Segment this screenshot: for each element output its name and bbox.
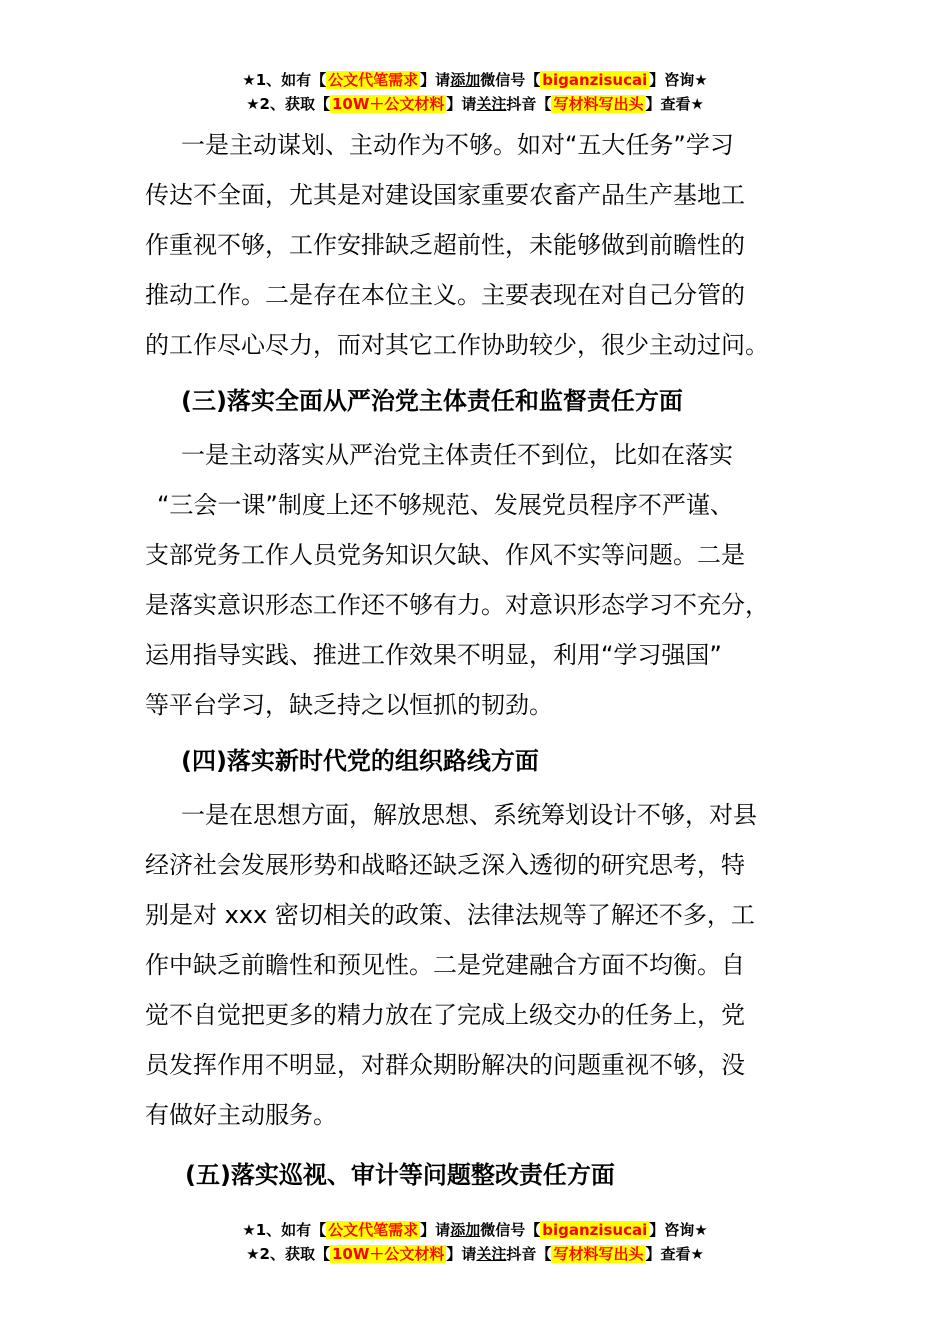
banner-line-2: ★2、获取【 10W＋公文材料 】请关注抖音【 写材料写出头 】查看★ [246, 1245, 704, 1263]
banner-line-2: ★2、获取【 10W＋公文材料 】请关注抖音【 写材料写出头 】查看★ [246, 95, 704, 113]
highlight-douyin: 写材料写出头 [553, 1245, 644, 1263]
highlight-wechat-id: biganzisucai [542, 1221, 648, 1239]
banner-line-1: ★1、如有【 公文代笔需求 】请添加微信号【 biganzisucai 】咨询★ [242, 71, 708, 89]
highlight-service: 公文代笔需求 [328, 71, 419, 89]
header-banner [0, 68, 950, 116]
paragraph-1: 一是主动谋划、主动作为不够。如对“五大任务”学习 传达不全面，尤其是对建设国家重要农畜产品生产基地工 作重视不够，工作安排缺乏超前性，未能够做到前瞻性的 推动工作。二是存在本位主义。主要表现在对自己分管的 的工作尽心尽力，而对其它工作协助较少，很少主动过问。 [145, 131, 769, 359]
document-body [145, 120, 810, 1204]
section-heading-3: (三)落实全面从严治党主体责任和监督责任方面 [181, 387, 683, 415]
section-heading-4: (四)落实新时代党的组织路线方面 [181, 747, 539, 775]
highlight-service: 公文代笔需求 [328, 1221, 419, 1239]
paragraph-3: 一是在思想方面，解放思想、系统筹划设计不够，对县 经济社会发展形势和战略还缺乏深入透彻的研究思考，特 别是对 xxx 密切相关的政策、法律法规等了解还不多，工 作中缺乏前瞻性和预见性。二是党建融合方面不均衡。自 觉不自觉把更多的精力放在了完成上级交办的任务上，党 员发挥作用不明显，对群众期盼解决的问题重视不够，没 有做好主动服务。 [145, 801, 757, 1129]
highlight-wechat-id: biganzisucai [542, 71, 648, 89]
paragraph-2: 一是主动落实从严治党主体责任不到位，比如在落实 “三会一课”制度上还不够规范、发展党员程序不严谨、 支部党务工作人员党务知识欠缺、作风不实等问题。二是 是落实意识形态工作还不够有力。对意识形态学习不充分， 运用指导实践、推进工作效果不明显，利用“学习强国” 等平台学习，缺乏持之以恒抓的韧劲。 [145, 441, 769, 719]
banner-line-1: ★1、如有【 公文代笔需求 】请添加微信号【 biganzisucai 】咨询★ [242, 1221, 708, 1239]
footer-banner [0, 1218, 950, 1266]
highlight-materials: 10W＋公文材料 [331, 95, 445, 113]
highlight-douyin: 写材料写出头 [553, 95, 644, 113]
section-heading-5: (五)落实巡视、审计等问题整改责任方面 [185, 1161, 615, 1189]
highlight-materials: 10W＋公文材料 [331, 1245, 445, 1263]
